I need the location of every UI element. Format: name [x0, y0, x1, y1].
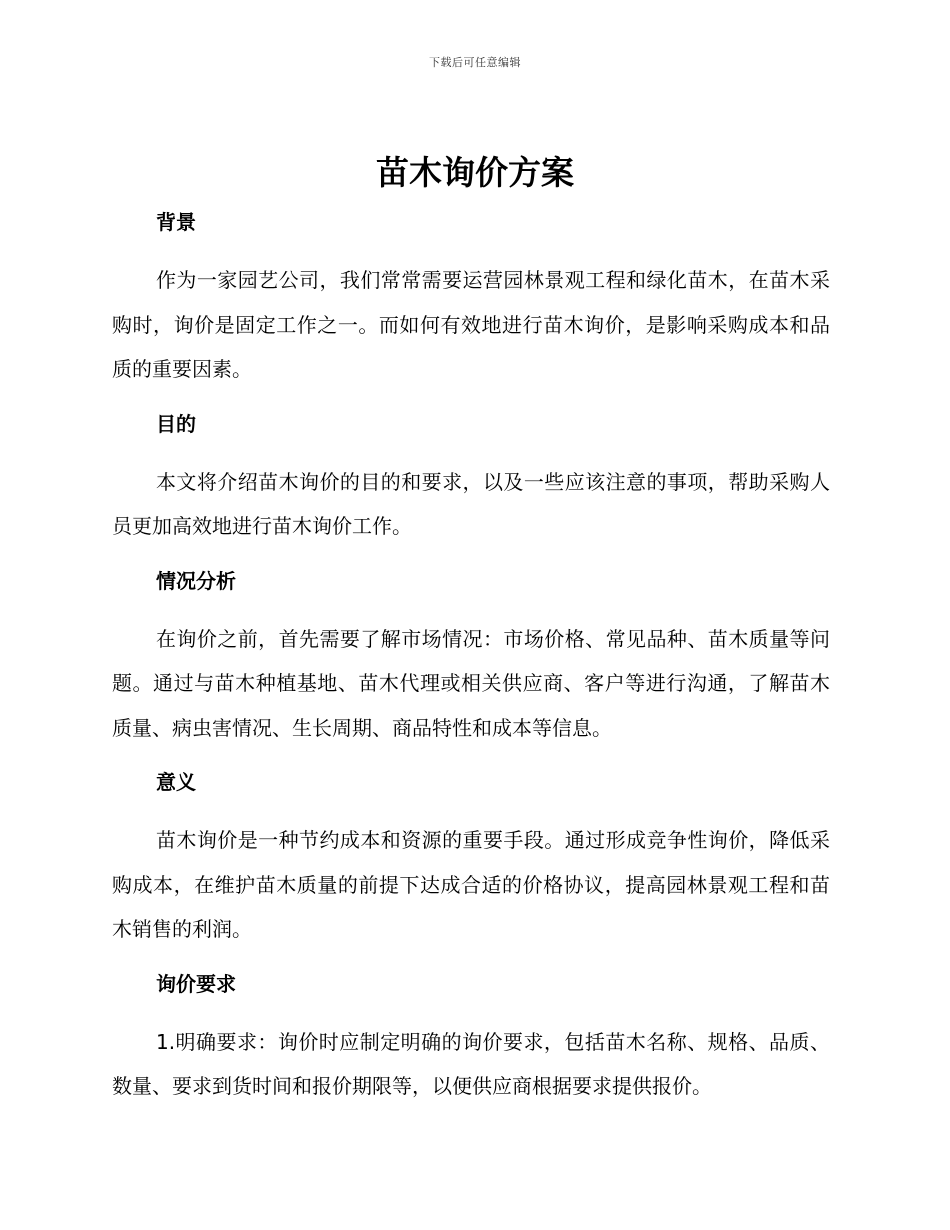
- section-heading-purpose: 目的: [156, 411, 196, 436]
- section-heading-significance: 意义: [156, 770, 196, 794]
- header-note: 下载后可任意编辑: [429, 56, 521, 69]
- section-paragraph-analysis: 在询价之前，首先需要了解市场情况：市场价格、常见品种、苗木质量等问题。通过与苗木种植基地、苗木代理或相关供应商、客户等进行沟通，了解苗木质量、病虫害情况、生长周期、商品特性和成本等信息。: [112, 626, 830, 740]
- section-paragraph-significance: 苗木询价是一种节约成本和资源的重要手段。通过形成竞争性询价，降低采购成本，在维护苗木质量的前提下达成合适的价格协议，提高园林景观工程和苗木销售的利润。: [112, 828, 830, 941]
- section-heading-analysis: 情况分析: [156, 568, 236, 593]
- section-heading-background: 背景: [156, 210, 196, 234]
- page-title: 苗木询价方案: [376, 153, 574, 192]
- section-paragraph-purpose: 本文将介绍苗木询价的目的和要求，以及一些应该注意的事项，帮助采购人员更加高效地进行苗木询价工作。: [112, 469, 830, 538]
- document-body: [112, 206, 830, 1109]
- section-heading-requirements: 询价要求: [156, 971, 236, 996]
- section-paragraph-background: 作为一家园艺公司，我们常常需要运营园林景观工程和绿化苗木，在苗木采购时，询价是固定工作之一。而如何有效地进行苗木询价，是影响采购成本和品质的重要因素。: [112, 268, 830, 381]
- section-paragraph-requirements: 1.明确要求：询价时应制定明确的询价要求，包括苗木名称、规格、品质、数量、要求到货时间和报价期限等，以便供应商根据要求提供报价。: [112, 1029, 830, 1098]
